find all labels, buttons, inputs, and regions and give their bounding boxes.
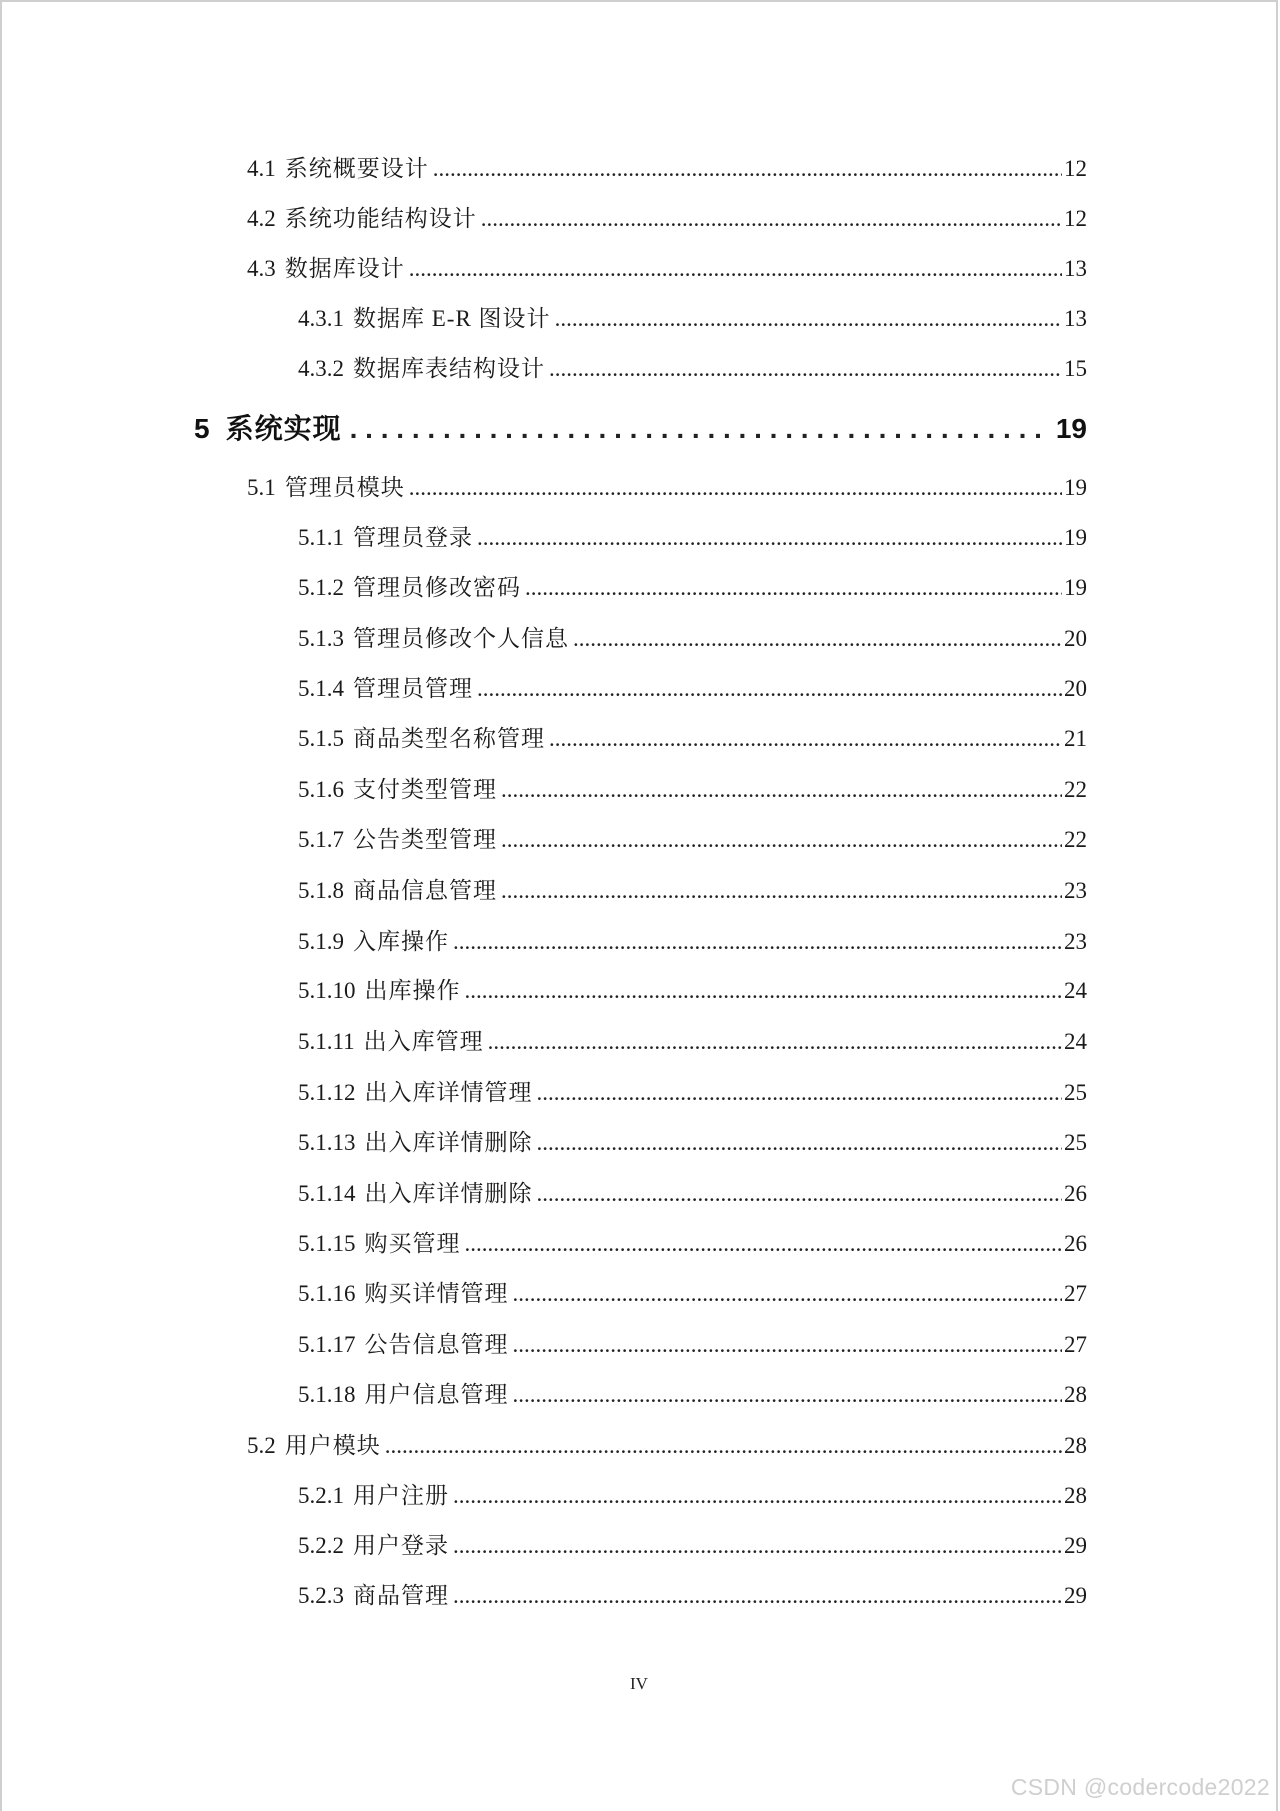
toc-dot-leader [537, 1181, 1063, 1207]
toc-entry-number: 5.1.9 [298, 929, 344, 954]
toc-dot-leader [409, 256, 1062, 282]
toc-entry-title: 出入库详情管理 [364, 1080, 533, 1105]
toc-entry[interactable] [298, 1175, 1087, 1208]
toc-dot-leader [501, 827, 1062, 853]
toc-entry[interactable] [298, 569, 1087, 602]
toc-dot-leader [465, 1231, 1063, 1257]
toc-entry-page-number: 28 [1064, 1433, 1087, 1458]
toc-entry-page-number: 13 [1064, 306, 1087, 331]
toc-entry-page-number: 27 [1064, 1281, 1087, 1306]
toc-entry-title: 出入库详情删除 [364, 1130, 533, 1155]
toc-entry-title: 购买详情管理 [364, 1281, 509, 1306]
toc-dot-leader [501, 878, 1062, 904]
toc-entry-page-number: 28 [1064, 1483, 1087, 1508]
toc-entry-title: 数据库 E-R 图设计 [353, 306, 551, 331]
toc-entry-title: 管理员管理 [353, 676, 473, 701]
toc-entry-number: 5.1.17 [298, 1332, 356, 1357]
toc-entry-page-number: 12 [1064, 206, 1087, 231]
toc-entry[interactable] [298, 1527, 1087, 1560]
toc-entry-number: 5.1.8 [298, 878, 344, 903]
toc-entry[interactable] [298, 300, 1087, 333]
toc-entry-page-number: 20 [1064, 676, 1087, 701]
toc-dot-leader [513, 1332, 1063, 1358]
toc-entry-page-number: 19 [1055, 413, 1087, 444]
toc-entry-page-number: 22 [1064, 827, 1087, 852]
toc-entry-page-number: 12 [1064, 156, 1087, 181]
toc-entry-title: 用户注册 [353, 1483, 449, 1508]
toc-entry-number: 5.2.3 [298, 1583, 344, 1608]
toc-dot-leader [409, 475, 1062, 501]
toc-entry-number: 5.1.12 [298, 1080, 356, 1105]
toc-entry-number: 5.2.1 [298, 1483, 344, 1508]
toc-entry-title: 数据库设计 [284, 256, 405, 281]
toc-dot-leader [433, 156, 1062, 182]
toc-entry[interactable] [247, 469, 1087, 502]
toc-entry-title: 数据库表结构设计 [353, 356, 545, 381]
toc-entry-title: 系统实现 [225, 413, 342, 444]
toc-dot-leader [453, 1533, 1062, 1559]
toc-entry-number: 5.1.15 [298, 1231, 356, 1256]
toc-entry-number: 4.1 [247, 156, 276, 181]
toc-dot-leader [549, 356, 1062, 382]
toc-entry-title: 商品管理 [353, 1583, 449, 1608]
toc-entry[interactable] [298, 1023, 1087, 1056]
toc-entry-page-number: 19 [1064, 525, 1087, 550]
toc-entry-number: 5.1.14 [298, 1181, 356, 1206]
toc-entry-page-number: 15 [1064, 356, 1087, 381]
toc-entry-number: 5.1.10 [298, 978, 356, 1003]
toc-entry-number: 5.1.11 [298, 1029, 355, 1054]
toc-entry-number: 5 [194, 413, 210, 444]
toc-entry-page-number: 22 [1064, 777, 1087, 802]
toc-entry-title: 用户登录 [353, 1533, 449, 1558]
toc-entry-title: 出入库管理 [363, 1029, 484, 1054]
toc-entry-number: 5.1.6 [298, 777, 344, 802]
toc-dot-leader [549, 726, 1062, 752]
toc-dot-leader [453, 1483, 1062, 1509]
toc-entry[interactable] [298, 519, 1087, 552]
toc-entry-page-number: 27 [1064, 1332, 1087, 1357]
toc-dot-leader [513, 1281, 1063, 1307]
toc-entry[interactable] [298, 1577, 1087, 1610]
toc-entry[interactable] [298, 1376, 1087, 1409]
toc-entry[interactable] [298, 620, 1087, 653]
toc-entry[interactable] [298, 821, 1087, 854]
toc-entry-title: 系统概要设计 [284, 156, 429, 181]
toc-entry-page-number: 26 [1064, 1231, 1087, 1256]
toc-entry-title: 出入库详情删除 [364, 1181, 533, 1206]
toc-entry-title: 出库操作 [364, 978, 461, 1003]
toc-chapter-entry[interactable] [194, 407, 1087, 447]
toc-entry-number: 4.3.1 [298, 306, 344, 331]
toc-entry-number: 5.2 [247, 1433, 276, 1458]
toc-entry-page-number: 23 [1064, 929, 1087, 954]
toc-entry[interactable] [298, 1477, 1087, 1510]
toc-entry-page-number: 19 [1064, 575, 1087, 600]
toc-entry[interactable] [298, 350, 1087, 383]
toc-entry-page-number: 29 [1064, 1533, 1087, 1558]
toc-dot-leader [453, 1583, 1062, 1609]
toc-entry-number: 5.1.3 [298, 626, 344, 651]
toc-entry-number: 5.1.4 [298, 676, 344, 701]
toc-entry-page-number: 21 [1064, 726, 1087, 751]
toc-dot-leader [537, 1080, 1063, 1106]
toc-dot-leader [573, 626, 1062, 652]
toc-entry-number: 5.1.2 [298, 575, 344, 600]
toc-entry-title: 入库操作 [353, 929, 449, 954]
toc-entry-title: 公告类型管理 [353, 827, 497, 852]
toc-dot-leader [465, 978, 1063, 1004]
toc-dot-leader [481, 206, 1062, 232]
toc-entry[interactable] [298, 923, 1087, 956]
toc-entry[interactable] [298, 1326, 1087, 1359]
toc-entry-page-number: 25 [1064, 1080, 1087, 1105]
toc-entry-number: 5.2.2 [298, 1533, 344, 1558]
toc-dot-leader [350, 413, 1042, 445]
toc-entry-number: 4.3 [247, 256, 276, 281]
toc-entry[interactable] [298, 1074, 1087, 1107]
toc-entry-number: 4.2 [247, 206, 276, 231]
toc-entry[interactable] [298, 771, 1087, 804]
toc-entry-number: 5.1.5 [298, 726, 344, 751]
toc-entry[interactable] [298, 1124, 1087, 1157]
toc-entry-title: 管理员模块 [284, 475, 405, 500]
toc-dot-leader [385, 1433, 1062, 1459]
toc-dot-leader [477, 676, 1062, 702]
toc-entry-number: 5.1.1 [298, 525, 344, 550]
toc-dot-leader [513, 1382, 1063, 1408]
toc-entry-title: 商品类型名称管理 [353, 726, 545, 751]
toc-entry-page-number: 29 [1064, 1583, 1087, 1608]
toc-entry-title: 购买管理 [364, 1231, 461, 1256]
toc-entry[interactable] [298, 1225, 1087, 1258]
toc-entry-number: 5.1.7 [298, 827, 344, 852]
toc-dot-leader [525, 575, 1062, 601]
toc-entry-number: 5.1 [247, 475, 276, 500]
toc-entry-title: 管理员登录 [353, 525, 473, 550]
toc-entry-title: 支付类型管理 [353, 777, 497, 802]
toc-dot-leader [537, 1130, 1063, 1156]
watermark: CSDN @codercode2022 [1010, 1774, 1270, 1800]
toc-entry-number: 5.1.16 [298, 1281, 356, 1306]
toc-entry-number: 4.3.2 [298, 356, 344, 381]
toc-entry[interactable] [247, 1427, 1087, 1460]
toc-entry-page-number: 19 [1064, 475, 1087, 500]
toc-entry-page-number: 25 [1064, 1130, 1087, 1155]
toc-dot-leader [453, 929, 1062, 955]
toc-entry[interactable] [298, 670, 1087, 703]
toc-entry-page-number: 24 [1064, 978, 1087, 1003]
toc-entry-page-number: 26 [1064, 1181, 1087, 1206]
toc-entry[interactable] [247, 150, 1087, 183]
toc-entry-page-number: 20 [1064, 626, 1087, 651]
toc-entry[interactable] [298, 872, 1087, 905]
toc-entry-page-number: 28 [1064, 1382, 1087, 1407]
toc-entry-title: 系统功能结构设计 [284, 206, 477, 231]
toc-entry-title: 商品信息管理 [353, 878, 497, 903]
toc-entry[interactable] [298, 720, 1087, 753]
toc-entry[interactable] [298, 972, 1087, 1005]
toc-entry-number: 5.1.18 [298, 1382, 356, 1407]
toc-entry-page-number: 24 [1064, 1029, 1087, 1054]
toc-entry-title: 用户信息管理 [364, 1382, 509, 1407]
page-number-footer: IV [630, 1674, 648, 1693]
toc-entry[interactable] [247, 200, 1087, 233]
toc-dot-leader [501, 777, 1062, 803]
toc-dot-leader [488, 1029, 1062, 1055]
toc-entry-title: 管理员修改个人信息 [353, 626, 569, 651]
toc-dot-leader [477, 525, 1062, 551]
toc-entry-number: 5.1.13 [298, 1130, 356, 1155]
toc-entry[interactable] [247, 250, 1087, 283]
toc-entry-title: 用户模块 [284, 1433, 381, 1458]
toc-dot-leader [555, 306, 1062, 332]
toc-entry[interactable] [298, 1275, 1087, 1308]
toc-entry-page-number: 23 [1064, 878, 1087, 903]
toc-entry-title: 管理员修改密码 [353, 575, 521, 600]
toc-entry-title: 公告信息管理 [364, 1332, 509, 1357]
toc-entry-page-number: 13 [1064, 256, 1087, 281]
